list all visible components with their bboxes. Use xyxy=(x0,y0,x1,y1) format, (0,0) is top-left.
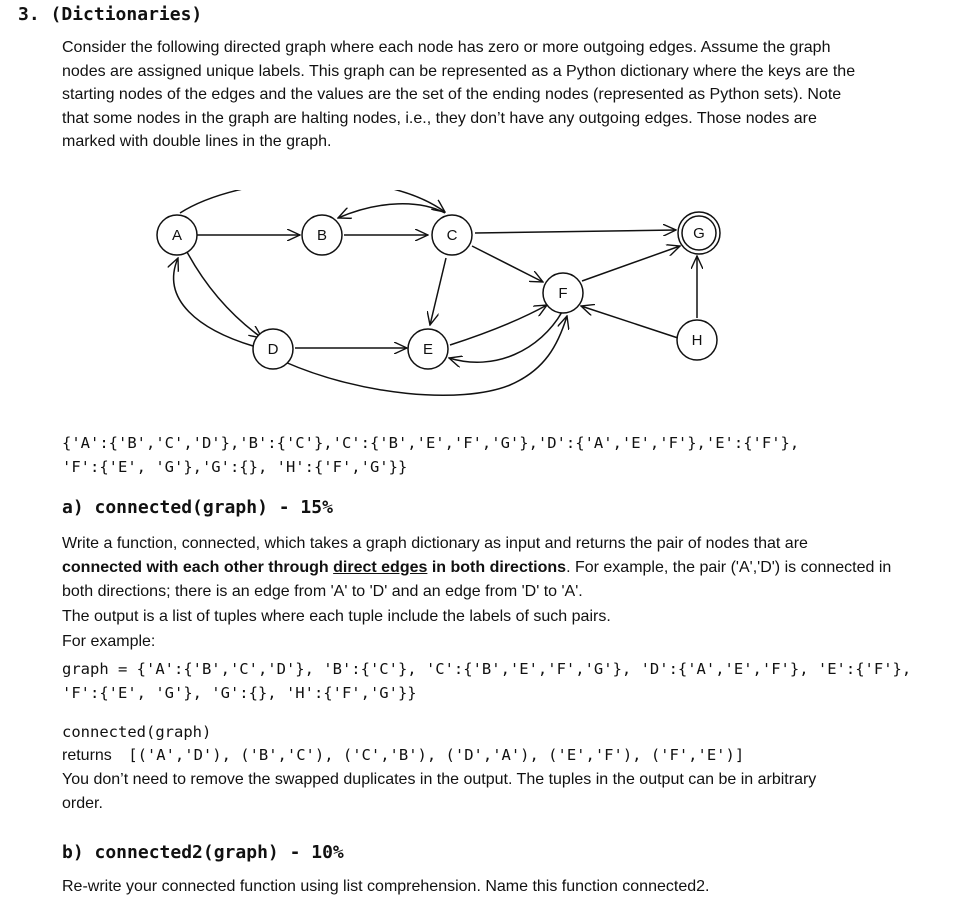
edge-h-f xyxy=(581,306,678,338)
edge-c-e xyxy=(430,258,446,325)
returns-label: returns xyxy=(62,747,112,764)
edge-e-f xyxy=(450,305,547,345)
edge-d-a xyxy=(174,258,253,346)
edge-f-e xyxy=(449,312,562,362)
question-title: (Dictionaries) xyxy=(50,4,203,25)
intro-line-1: Consider the following directed graph where each node has zero or more outgoing edges. Assume the graph xyxy=(62,39,831,56)
part-a-line-2-bold-start: connected with each other through xyxy=(62,559,334,576)
edge-c-g xyxy=(475,230,676,233)
part-a-note-2: order. xyxy=(62,795,103,812)
part-a-line-1: Write a function, connected, which takes a graph dictionary as input and returns the pair of nodes that are xyxy=(62,535,808,552)
node-b-label: B xyxy=(316,227,328,244)
dict-line-2: 'F':{'E', 'G'},'G':{}, 'H':{'F','G'}} xyxy=(62,458,408,476)
node-d-label: D xyxy=(267,341,279,358)
dict-line-1: {'A':{'B','C','D'},'B':{'C'},'C':{'B','E','F','G'},'D':{'A','E','F'},'E':{'F'}, xyxy=(62,434,800,452)
part-b-heading: b) connected2(graph) - 10% xyxy=(62,842,344,863)
part-a-heading: a) connected(graph) - 15% xyxy=(62,497,333,518)
node-a-label: A xyxy=(171,227,183,244)
node-h-label: H xyxy=(691,332,703,349)
intro-line-4: that some nodes in the graph are halting nodes, i.e., they don’t have any outgoing edges. Those nodes are xyxy=(62,110,817,127)
edge-a-d xyxy=(187,252,262,338)
node-f-label: F xyxy=(558,285,568,302)
intro-line-2: nodes are assigned unique labels. This graph can be represented as a Python dictionary where the keys are the xyxy=(62,63,856,80)
example-returns xyxy=(62,746,744,765)
part-a-line-2-rest: . For example, the pair ('A','D') is connected in xyxy=(566,559,892,576)
node-e-label: E xyxy=(422,341,434,358)
part-a-line-2-underlined: direct edges xyxy=(333,559,428,576)
directed-graph-diagram xyxy=(140,190,740,430)
part-a-line-2-bold-end: in both directions xyxy=(427,559,567,576)
node-c-label: C xyxy=(446,227,458,244)
example-call: connected(graph) xyxy=(62,723,212,741)
part-a-note-1: You don’t need to remove the swapped duplicates in the output. The tuples in the output can be in arbitrary xyxy=(62,771,817,788)
returns-value: [('A','D'), ('B','C'), ('C','B'), ('D','A'), ('E','F'), ('F','E')] xyxy=(128,746,745,764)
edge-f-g xyxy=(582,246,680,281)
node-g-label: G xyxy=(693,225,705,242)
edge-a-c xyxy=(180,190,445,213)
part-a-line-2 xyxy=(62,559,891,577)
part-a-line-5: For example: xyxy=(62,633,156,650)
intro-line-3: starting nodes of the edges and the values are the set of the ending nodes (represented as Python sets). Note xyxy=(62,86,842,103)
question-number: 3. xyxy=(18,4,40,25)
question-heading xyxy=(18,4,202,25)
part-a-line-3: both directions; there is an edge from 'A' to 'D' and an edge from 'D' to 'A'. xyxy=(62,583,583,600)
intro-line-5: marked with double lines in the graph. xyxy=(62,133,332,150)
example-graph-line-1: graph = {'A':{'B','C','D'}, 'B':{'C'}, 'C':{'B','E','F','G'}, 'D':{'A','E','F'}, 'E':{'F'}, xyxy=(62,660,912,678)
part-a-line-4: The output is a list of tuples where each tuple include the labels of such pairs. xyxy=(62,608,611,625)
example-graph-line-2: 'F':{'E', 'G'}, 'G':{}, 'H':{'F','G'}} xyxy=(62,684,417,702)
part-b-text: Re-write your connected function using list comprehension. Name this function connected2. xyxy=(62,878,710,895)
edge-c-f xyxy=(472,246,543,282)
edge-c-b xyxy=(338,204,445,218)
